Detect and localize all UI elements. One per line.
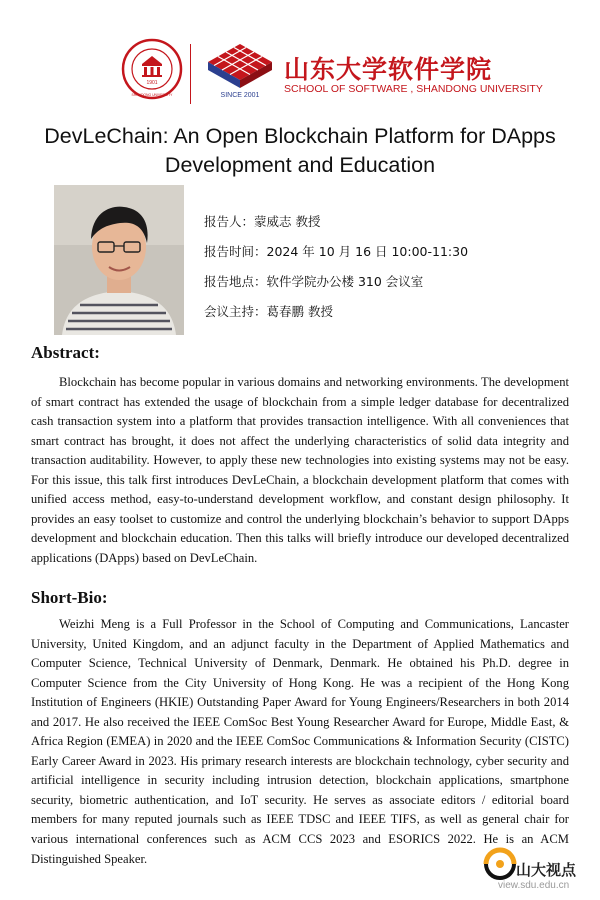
speaker-line: 报告人：蒙威志 教授 [204, 214, 321, 229]
seal-text: SHANDONG UNIVERSITY [131, 93, 173, 97]
speaker-photo [54, 185, 184, 335]
watermark-url: view.sdu.edu.cn [498, 880, 570, 891]
talk-info [204, 213, 468, 333]
bio-heading: Short-Bio: [31, 588, 108, 607]
speaker-portrait-icon [54, 185, 184, 335]
seal-year: 1901 [146, 80, 158, 86]
school-logo-icon [204, 40, 276, 90]
school-name-cn: 山东大学软件学院 [284, 55, 493, 84]
host-line: 会议主持：葛春鹏 教授 [204, 304, 333, 319]
talk-title: DevLeChain: An Open Blockchain Platform for DApps Development and Education [44, 124, 556, 177]
watermark-text: 山大视点 [516, 861, 577, 879]
bio-text: Weizhi Meng is a Full Professor in the School of Computing and Communications, Lancaster University, United Kingdom, and an adjunct faculty in the Department of Applied Mathematics and Computer Science, Technical University of Denmark, Denmark. He obtained his Ph.D. degree in Computer Science from the City University of Hong Kong. He was a recipient of the Hong Kong Institution of Engineers (HKIE) Outstanding Paper Award for Young Engineers/Researchers in both 2014 and 2017. He also received the IEEE ComSoc Best Young Researcher Award for Europe, Middle East, & Africa Region (EMEA) in 2020 and the IEEE ComSoc Communications & Information Security (CISTC) Early Career Award in 2023. His primary research interests are blockchain technology, cyber security and artificial intelligence in security including intrusion detection, blockchain applications, smartphone security, biometric authentication, and IoT security. He serves as associate editors / editorial board members for many reputed journals such as IEEE TDSC and IEEE TIFS, as well as general chair for various international conferences such as ACM CCS 2023 and ESORICS 2022. He is an ACM Distinguished Speaker. [31, 617, 569, 866]
header [0, 0, 600, 110]
school-name-en: SCHOOL OF SOFTWARE , SHANDONG UNIVERSITY [284, 83, 543, 95]
time-line: 报告时间：2024 年 10 月 16 日 10:00-11:30 [204, 244, 469, 259]
header-divider [190, 44, 191, 104]
location-line: 报告地点：软件学院办公楼 310 会议室 [204, 274, 424, 289]
abstract-text: Blockchain has become popular in various domains and networking environments. The development of smart contract has extended the usage of blockchain from a simple ledger database for decentralized cash transaction system into a platform that provides transaction intelligence. With all conveniences that smart contract has brought, it does not affect the underlying characteristics of solid data integrity and transaction auditability. However, to apply these new technologies into existing systems may not be easy. For this issue, this talk first introduces DevLeChain, a blockchain development platform that comes with unified access method, easy-to-understand development workflow, and constant design philosophy. It provides an easy toolset to customize and control the underlying blockchain’s behavior to support DApps development and blockchain education. Then this talks will briefly introduce our developed decentralized applications (DApps) based on DevLeChain. [31, 375, 569, 565]
university-seal-icon [121, 38, 183, 100]
abstract-heading: Abstract: [31, 343, 100, 362]
since-label: SINCE 2001 [220, 92, 260, 99]
